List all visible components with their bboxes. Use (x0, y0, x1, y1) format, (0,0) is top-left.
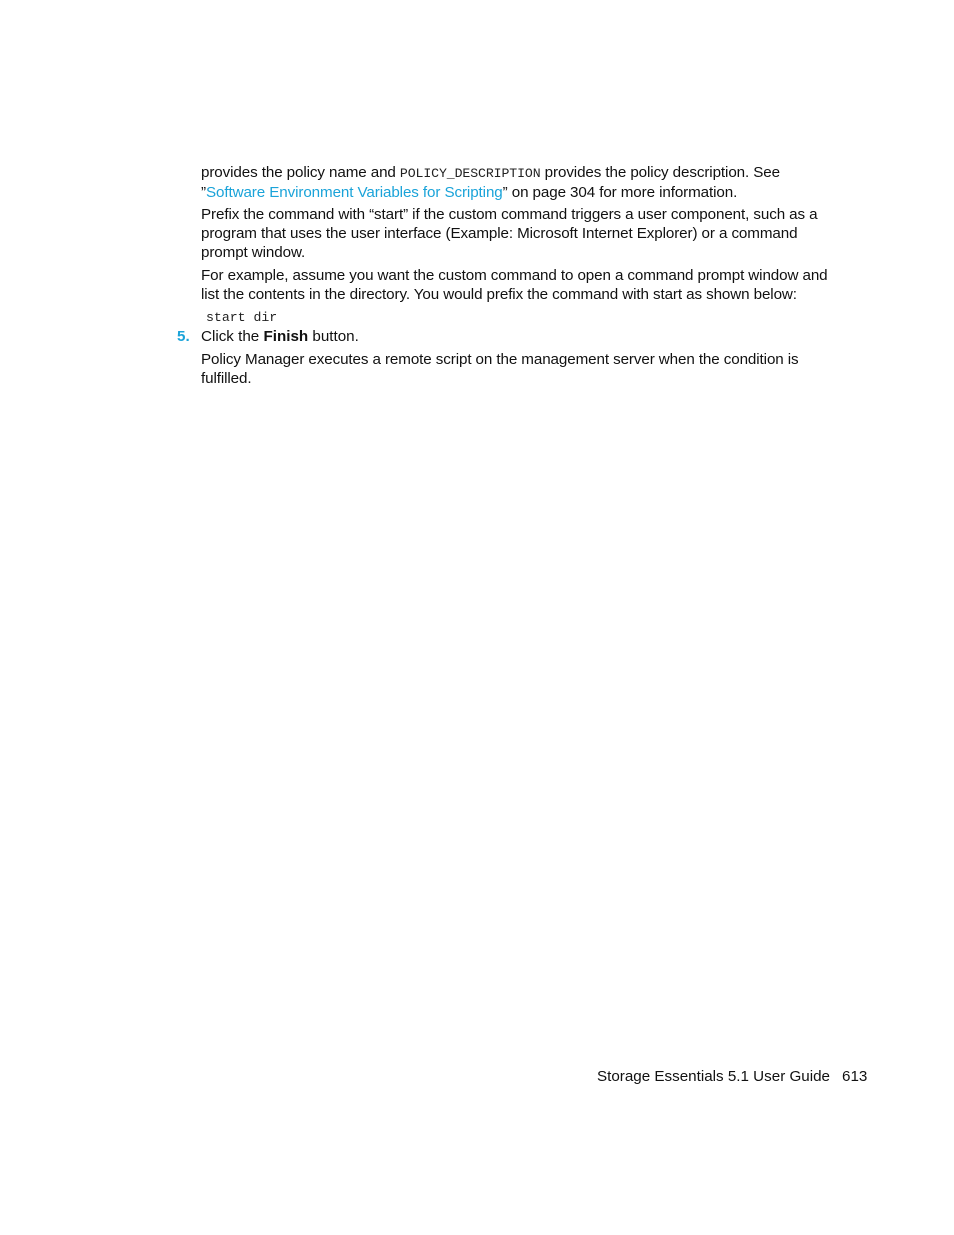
result-paragraph: Policy Manager executes a remote script on the management server when the condition is fulfilled. (201, 351, 799, 387)
step-instruction (201, 327, 359, 346)
prefix-start-paragraph: Prefix the command with “start” if the custom command triggers a user component, such as a program that uses the user interface (Example: Microsoft Internet Explorer) or a command prompt window. (201, 206, 818, 261)
guide-title: Storage Essentials 5.1 User Guide (597, 1068, 830, 1085)
example-paragraph: For example, assume you want the custom command to open a command prompt window and list the contents in the directory. You would prefix the command with start as shown below: (201, 267, 828, 303)
inline-code-policy-description: POLICY_DESCRIPTION (399, 166, 541, 181)
step-number: 5. (177, 328, 190, 345)
page-number: 613 (842, 1068, 868, 1085)
paragraph-text: provides the policy name and (201, 164, 400, 181)
page-footer (597, 1067, 867, 1086)
step-text: button. (308, 328, 359, 345)
code-example: start dir (206, 310, 278, 325)
paragraph-text: provides the policy description. See ” (201, 164, 780, 201)
finish-button-reference: Finish (263, 328, 309, 345)
paragraph-text: ” on page 304 for more information. (502, 184, 738, 201)
step-text: Click the (201, 328, 264, 345)
software-environment-variables-link[interactable]: Software Environment Variables for Scripting (205, 184, 503, 201)
policy-description-paragraph (201, 163, 841, 202)
